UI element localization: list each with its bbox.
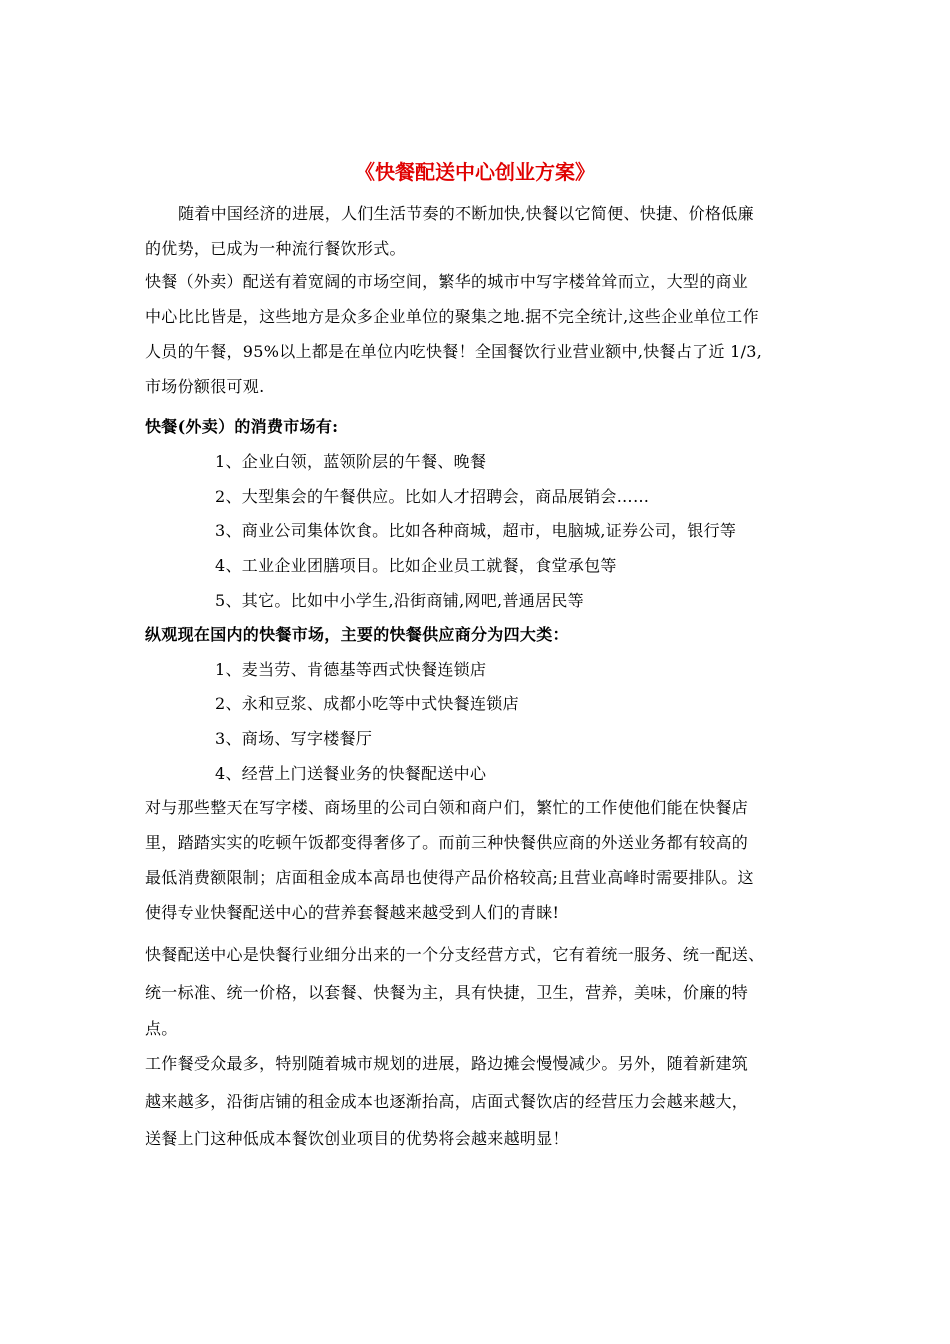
market-line: 快餐（外卖）配送有着宽阔的市场空间，繁华的城市中写字楼耸耸而立，大型的商业 (145, 272, 749, 291)
market-line: 市场份额很可观. (145, 377, 265, 396)
trend-paragraph-line: 越来越多，沿街店铺的租金成本也逐渐抬高，店面式餐饮店的经营压力会越来越大， (145, 1092, 749, 1111)
office-paragraph-line: 对与那些整天在写字楼、商场里的公司白领和商户们，繁忙的工作使他们能在快餐店 (145, 798, 749, 817)
office-paragraph-line: 里，踏踏实实的吃顿午饭都变得奢侈了。而前三种快餐供应商的外送业务都有较高的 (145, 833, 749, 852)
market-line: 人员的午餐，95%以上都是在单位内吃快餐！全国餐饮行业营业额中,快餐占了近 1/3, (145, 342, 763, 361)
consumer-list-item: 1、企业白领，蓝领阶层的午餐、晚餐 (215, 452, 487, 471)
supplier-list-item: 3、商场、写字楼餐厅 (215, 729, 373, 748)
consumer-list-item: 3、商业公司集体饮食。比如各种商城，超市，电脑城,证券公司，银行等 (215, 521, 737, 540)
intro-line: 随着中国经济的进展，人们生活节奏的不断加快,快餐以它简便、快捷、价格低廉 (178, 204, 754, 223)
supplier-list-item: 4、经营上门送餐业务的快餐配送中心 (215, 764, 487, 783)
consumer-list-item: 5、其它。比如中小学生,沿街商铺,网吧,普通居民等 (215, 591, 584, 610)
intro-line: 的优势，已成为一种流行餐饮形式。 (145, 239, 406, 258)
consumer-list-item: 2、大型集会的午餐供应。比如人才招聘会，商品展销会…… (215, 487, 650, 506)
center-paragraph-line: 点。 (145, 1019, 178, 1038)
center-paragraph-line: 统一标准、统一价格，以套餐、快餐为主，具有快捷，卫生，营养，美味，价廉的特 (145, 983, 749, 1002)
center-paragraph-line: 快餐配送中心是快餐行业细分出来的一个分支经营方式，它有着统一服务、统一配送、 (145, 945, 765, 964)
supplier-heading: 纵观现在国内的快餐市场，主要的快餐供应商分为四大类： (145, 625, 569, 644)
office-paragraph-line: 使得专业快餐配送中心的营养套餐越来越受到人们的青睐! (145, 903, 560, 922)
consumer-list-item: 4、工业企业团膳项目。比如企业员工就餐，食堂承包等 (215, 556, 617, 575)
consumer-market-heading: 快餐(外卖）的消费市场有: (145, 417, 339, 436)
supplier-list-item: 2、永和豆浆、成都小吃等中式快餐连锁店 (215, 694, 519, 713)
trend-paragraph-line: 工作餐受众最多，特别随着城市规划的进展，路边摊会慢慢减少。另外，随着新建筑 (145, 1054, 749, 1073)
supplier-list-item: 1、麦当劳、肯德基等西式快餐连锁店 (215, 660, 487, 679)
office-paragraph-line: 最低消费额限制；店面租金成本高昂也使得产品价格较高;且营业高峰时需要排队。这 (145, 868, 754, 887)
market-line: 中心比比皆是，这些地方是众多企业单位的聚集之地.据不完全统计,这些企业单位工作 (145, 307, 759, 326)
trend-paragraph-line: 送餐上门这种低成本餐饮创业项目的优势将会越来越明显！ (145, 1129, 569, 1148)
document-title: 《快餐配送中心创业方案》 (355, 160, 595, 184)
